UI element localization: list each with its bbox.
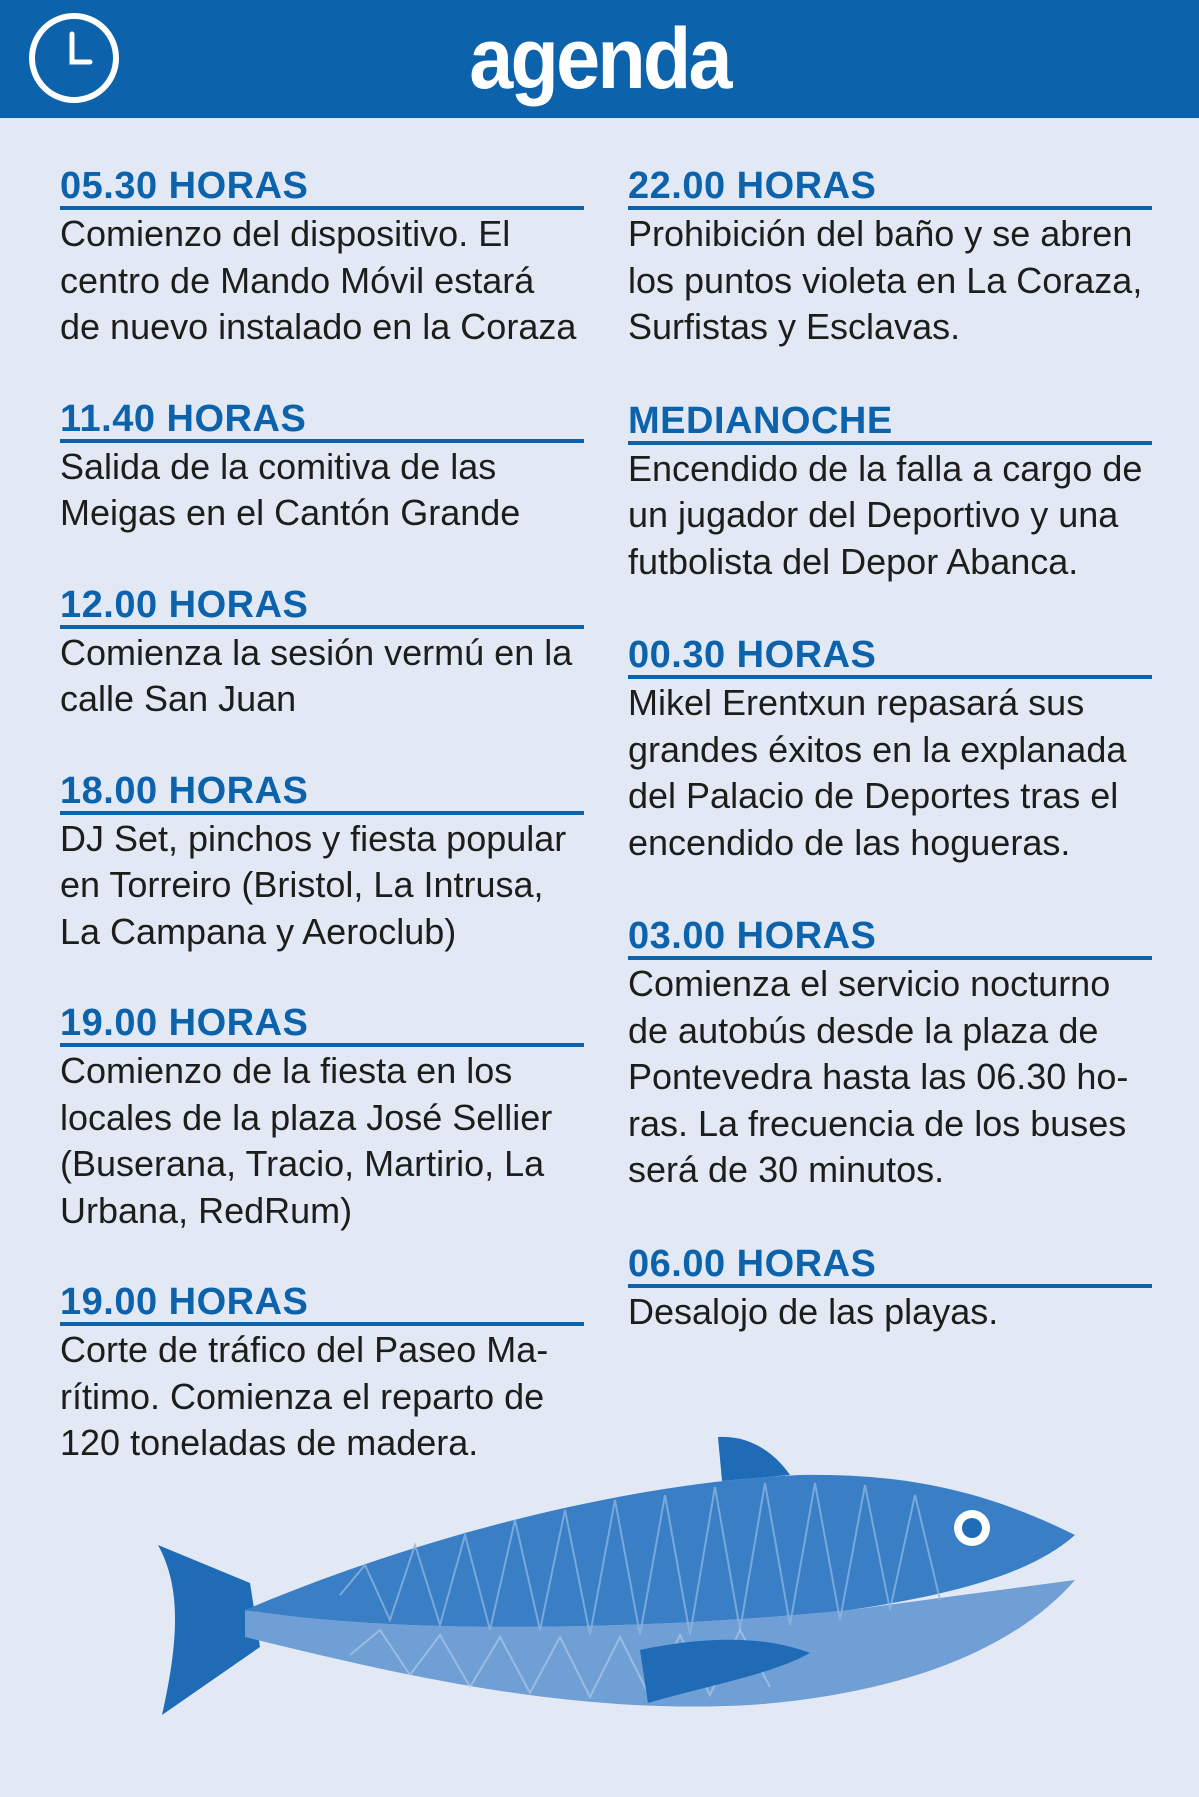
entry-time: 11.40 HORAS [60, 399, 584, 443]
desc-line: grandes éxitos en la explanada [628, 728, 1127, 770]
desc-line: Mikel Erentxun repasará sus [628, 682, 1085, 723]
agenda-entry [60, 399, 584, 537]
desc-line: rítimo. Comienza el reparto de [60, 1375, 545, 1417]
right-column [628, 166, 1152, 1335]
desc-line: Comienzo del dispositivo. El [60, 213, 511, 254]
agenda-entry [628, 916, 1152, 1194]
desc-line: un jugador del Deportivo y una [628, 494, 1119, 535]
entry-time: 05.30 HORAS [60, 166, 584, 210]
entry-description [60, 816, 584, 956]
desc-line: Comienzo de la fiesta en los [60, 1050, 513, 1091]
desc-line: La Campana y Aeroclub) [60, 910, 457, 952]
desc-line: Prohibición del baño y se abren [628, 213, 1133, 254]
desc-line: (Buserana, Tracio, Martirio, La [60, 1143, 545, 1184]
desc-line: Pontevedra hasta las 06.30 ho- [628, 1056, 1129, 1097]
desc-line: encendido de las hogueras. [628, 821, 1071, 863]
entry-time: MEDIANOCHE [628, 401, 1152, 445]
entry-description [60, 444, 584, 537]
desc-line: centro de Mando Móvil estará [60, 259, 535, 301]
entry-time: 06.00 HORAS [628, 1244, 1152, 1288]
entry-time: 12.00 HORAS [60, 585, 584, 629]
sardine-fish-illustration [150, 1425, 1090, 1725]
entry-description [628, 961, 1152, 1194]
entry-time: 03.00 HORAS [628, 916, 1152, 960]
desc-line: Encendido de la falla a cargo de [628, 447, 1143, 489]
entry-description [60, 1048, 584, 1234]
entry-time: 22.00 HORAS [628, 166, 1152, 210]
desc-line: Corte de tráfico del Paseo Ma- [60, 1329, 549, 1370]
desc-line: Comienza la sesión vermú en la [60, 631, 573, 673]
entry-time: 18.00 HORAS [60, 771, 584, 815]
agenda-entry [60, 1003, 584, 1234]
agenda-entry [628, 166, 1152, 351]
agenda-entry [60, 771, 584, 956]
desc-line: los puntos violeta en La Coraza, [628, 259, 1143, 301]
entry-description [628, 211, 1152, 351]
entry-description [628, 446, 1152, 586]
entry-time: 19.00 HORAS [60, 1003, 584, 1047]
desc-line: Comienza el servicio nocturno [628, 963, 1111, 1004]
desc-line: de nuevo instalado en la Coraza [60, 306, 577, 347]
desc-line: de autobús desde la plaza de [628, 1009, 1099, 1051]
left-column [60, 166, 584, 1467]
desc-line: Surfistas y Esclavas. [628, 306, 961, 347]
agenda-entry [628, 401, 1152, 586]
agenda-entry [60, 585, 584, 723]
desc-line: calle San Juan [60, 678, 297, 719]
desc-line: ras. La frecuencia de los buses [628, 1102, 1127, 1144]
desc-line: será de 30 minutos. [628, 1149, 945, 1190]
agenda-entry [628, 1244, 1152, 1336]
entry-description [628, 680, 1152, 866]
page-title: agenda [469, 11, 730, 107]
entry-description [60, 630, 584, 723]
desc-line: Urbana, RedRum) [60, 1189, 353, 1231]
desc-line: Meigas en el Cantón Grande [60, 492, 521, 533]
header-bar [0, 0, 1199, 118]
entry-description [628, 1289, 1152, 1336]
desc-line: locales de la plaza José Sellier [60, 1096, 553, 1138]
desc-line: 120 toneladas de madera. [60, 1422, 479, 1463]
desc-line: del Palacio de Deportes tras el [628, 775, 1119, 816]
desc-line: Salida de la comitiva de las [60, 445, 497, 487]
agenda-entry [60, 166, 584, 351]
desc-line: en Torreiro (Bristol, La Intrusa, [60, 864, 544, 905]
entry-description [60, 211, 584, 351]
agenda-entry [628, 635, 1152, 866]
entry-time: 19.00 HORAS [60, 1282, 584, 1326]
desc-line: futbolista del Depor Abanca. [628, 540, 1079, 582]
entry-time: 00.30 HORAS [628, 635, 1152, 679]
desc-line: Desalojo de las playas. [628, 1290, 999, 1332]
desc-line: DJ Set, pinchos y fiesta popular [60, 817, 567, 859]
